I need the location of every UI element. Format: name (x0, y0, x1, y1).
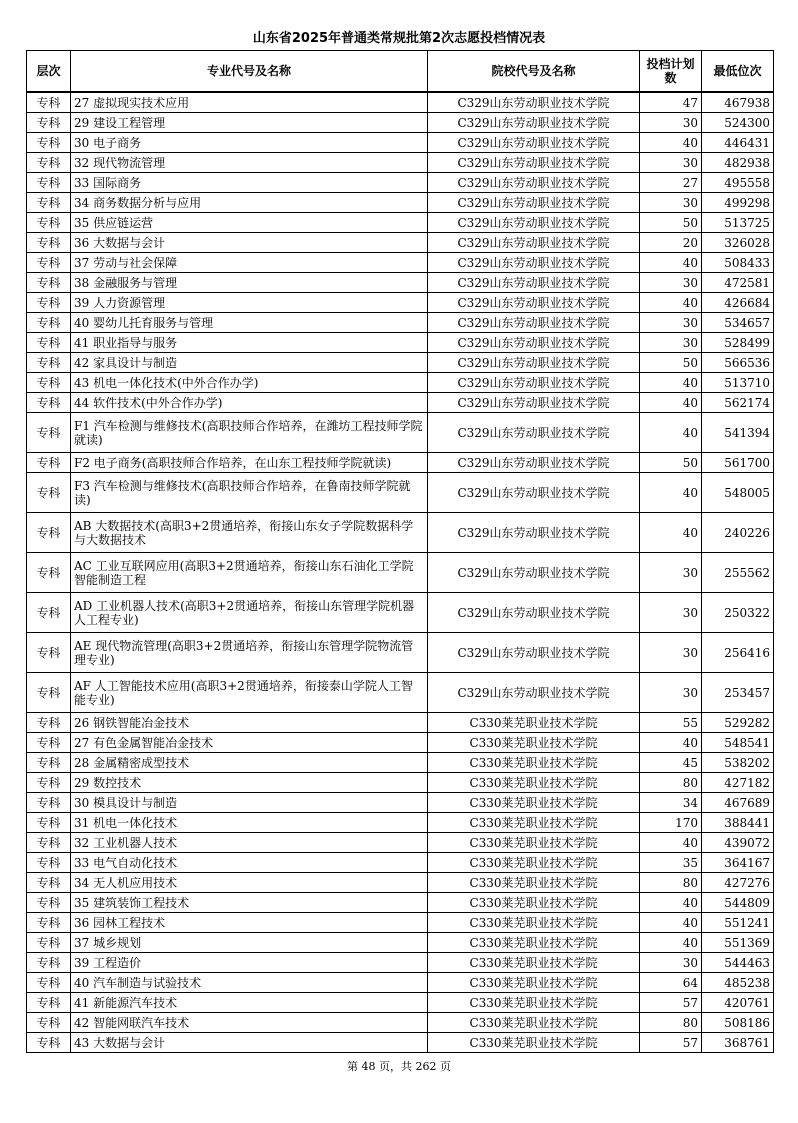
school-cell: C330莱芜职业技术学院 (428, 973, 640, 993)
school-cell: C330莱芜职业技术学院 (428, 813, 640, 833)
min-rank-cell: 446431 (702, 133, 774, 153)
header-major: 专业代号及名称 (71, 51, 428, 93)
major-cell: 29 数控技术 (71, 773, 428, 793)
level-cell: 专科 (27, 1033, 71, 1053)
plan-count-cell: 80 (640, 1013, 702, 1033)
table-row (27, 833, 774, 853)
table-row (27, 773, 774, 793)
table-row (27, 373, 774, 393)
table-row (27, 753, 774, 773)
admission-table (26, 50, 774, 1053)
table-row (27, 233, 774, 253)
level-cell: 专科 (27, 353, 71, 373)
min-rank-cell: 508433 (702, 253, 774, 273)
min-rank-cell: 426684 (702, 293, 774, 313)
table-row (27, 853, 774, 873)
table-row (27, 1013, 774, 1033)
school-cell: C330莱芜职业技术学院 (428, 713, 640, 733)
plan-count-cell: 40 (640, 513, 702, 553)
plan-count-cell: 40 (640, 733, 702, 753)
table-row (27, 353, 774, 373)
major-cell: 44 软件技术(中外合作办学) (71, 393, 428, 413)
min-rank-cell: 256416 (702, 633, 774, 673)
level-cell: 专科 (27, 1013, 71, 1033)
major-cell: 43 大数据与会计 (71, 1033, 428, 1053)
school-cell: C330莱芜职业技术学院 (428, 913, 640, 933)
level-cell: 专科 (27, 113, 71, 133)
school-cell: C330莱芜职业技术学院 (428, 833, 640, 853)
table-row (27, 92, 774, 113)
plan-count-cell: 27 (640, 173, 702, 193)
major-cell: 40 汽车制造与试验技术 (71, 973, 428, 993)
table-row (27, 393, 774, 413)
school-cell: C330莱芜职业技术学院 (428, 993, 640, 1013)
major-cell: F1 汽车检测与维修技术(高职技师合作培养，在潍坊工程技师学院就读) (71, 413, 428, 453)
major-cell: 42 智能网联汽车技术 (71, 1013, 428, 1033)
level-cell: 专科 (27, 133, 71, 153)
level-cell: 专科 (27, 953, 71, 973)
school-cell: C330莱芜职业技术学院 (428, 873, 640, 893)
plan-count-cell: 50 (640, 453, 702, 473)
plan-count-cell: 30 (640, 673, 702, 713)
plan-count-cell: 40 (640, 893, 702, 913)
level-cell: 专科 (27, 393, 71, 413)
level-cell: 专科 (27, 173, 71, 193)
plan-count-cell: 40 (640, 473, 702, 513)
level-cell: 专科 (27, 713, 71, 733)
school-cell: C329山东劳动职业技术学院 (428, 333, 640, 353)
min-rank-cell: 562174 (702, 393, 774, 413)
school-cell: C329山东劳动职业技术学院 (428, 273, 640, 293)
school-cell: C329山东劳动职业技术学院 (428, 293, 640, 313)
level-cell: 专科 (27, 313, 71, 333)
level-cell: 专科 (27, 233, 71, 253)
level-cell: 专科 (27, 933, 71, 953)
plan-count-cell: 40 (640, 913, 702, 933)
table-row (27, 973, 774, 993)
table-row (27, 253, 774, 273)
plan-count-cell: 40 (640, 373, 702, 393)
min-rank-cell: 253457 (702, 673, 774, 713)
table-row (27, 333, 774, 353)
plan-count-cell: 30 (640, 273, 702, 293)
plan-count-cell: 35 (640, 853, 702, 873)
major-cell: 43 机电一体化技术(中外合作办学) (71, 373, 428, 393)
level-cell: 专科 (27, 793, 71, 813)
plan-count-cell: 30 (640, 553, 702, 593)
level-cell: 专科 (27, 273, 71, 293)
plan-count-cell: 80 (640, 873, 702, 893)
school-cell: C329山东劳动职业技术学院 (428, 173, 640, 193)
plan-count-cell: 50 (640, 213, 702, 233)
plan-count-cell: 50 (640, 353, 702, 373)
plan-count-cell: 40 (640, 933, 702, 953)
min-rank-cell: 513710 (702, 373, 774, 393)
min-rank-cell: 427182 (702, 773, 774, 793)
level-cell: 专科 (27, 633, 71, 673)
min-rank-cell: 388441 (702, 813, 774, 833)
min-rank-cell: 467938 (702, 92, 774, 113)
school-cell: C329山东劳动职业技术学院 (428, 233, 640, 253)
major-cell: 30 电子商务 (71, 133, 428, 153)
min-rank-cell: 534657 (702, 313, 774, 333)
plan-count-cell: 170 (640, 813, 702, 833)
level-cell: 专科 (27, 513, 71, 553)
major-cell: 31 机电一体化技术 (71, 813, 428, 833)
table-row (27, 913, 774, 933)
level-cell: 专科 (27, 973, 71, 993)
major-cell: 32 现代物流管理 (71, 153, 428, 173)
min-rank-cell: 482938 (702, 153, 774, 173)
min-rank-cell: 544809 (702, 893, 774, 913)
major-cell: 35 供应链运营 (71, 213, 428, 233)
plan-count-cell: 40 (640, 393, 702, 413)
min-rank-cell: 544463 (702, 953, 774, 973)
level-cell: 专科 (27, 913, 71, 933)
major-cell: 29 建设工程管理 (71, 113, 428, 133)
school-cell: C330莱芜职业技术学院 (428, 853, 640, 873)
school-cell: C329山东劳动职业技术学院 (428, 633, 640, 673)
level-cell: 专科 (27, 813, 71, 833)
major-cell: 35 建筑装饰工程技术 (71, 893, 428, 913)
plan-count-cell: 30 (640, 593, 702, 633)
level-cell: 专科 (27, 453, 71, 473)
min-rank-cell: 548541 (702, 733, 774, 753)
major-cell: 40 婴幼儿托育服务与管理 (71, 313, 428, 333)
table-row (27, 553, 774, 593)
school-cell: C329山东劳动职业技术学院 (428, 153, 640, 173)
level-cell: 专科 (27, 833, 71, 853)
school-cell: C329山东劳动职业技术学院 (428, 92, 640, 113)
level-cell: 专科 (27, 213, 71, 233)
major-cell: 42 家具设计与制造 (71, 353, 428, 373)
major-cell: AF 人工智能技术应用(高职3+2贯通培养，衔接泰山学院人工智能专业) (71, 673, 428, 713)
major-cell: 27 虚拟现实技术应用 (71, 92, 428, 113)
table-row (27, 733, 774, 753)
min-rank-cell: 255562 (702, 553, 774, 593)
school-cell: C329山东劳动职业技术学院 (428, 213, 640, 233)
school-cell: C329山东劳动职业技术学院 (428, 353, 640, 373)
major-cell: 36 园林工程技术 (71, 913, 428, 933)
plan-count-cell: 40 (640, 413, 702, 453)
table-row (27, 113, 774, 133)
min-rank-cell: 566536 (702, 353, 774, 373)
school-cell: C329山东劳动职业技术学院 (428, 453, 640, 473)
level-cell: 专科 (27, 193, 71, 213)
major-cell: 34 商务数据分析与应用 (71, 193, 428, 213)
table-row (27, 793, 774, 813)
table-row (27, 993, 774, 1013)
min-rank-cell: 561700 (702, 453, 774, 473)
plan-count-cell: 80 (640, 773, 702, 793)
min-rank-cell: 513725 (702, 213, 774, 233)
school-cell: C330莱芜职业技术学院 (428, 753, 640, 773)
major-cell: 39 人力资源管理 (71, 293, 428, 313)
school-cell: C329山东劳动职业技术学院 (428, 593, 640, 633)
major-cell: 28 金属精密成型技术 (71, 753, 428, 773)
major-cell: 27 有色金属智能冶金技术 (71, 733, 428, 753)
level-cell: 专科 (27, 153, 71, 173)
level-cell: 专科 (27, 993, 71, 1013)
major-cell: 33 电气自动化技术 (71, 853, 428, 873)
table-row (27, 1033, 774, 1053)
level-cell: 专科 (27, 92, 71, 113)
min-rank-cell: 420761 (702, 993, 774, 1013)
min-rank-cell: 467689 (702, 793, 774, 813)
table-row (27, 933, 774, 953)
plan-count-cell: 40 (640, 293, 702, 313)
level-cell: 专科 (27, 553, 71, 593)
major-cell: 36 大数据与会计 (71, 233, 428, 253)
plan-count-cell: 40 (640, 833, 702, 853)
school-cell: C330莱芜职业技术学院 (428, 953, 640, 973)
plan-count-cell: 30 (640, 953, 702, 973)
school-cell: C330莱芜职业技术学院 (428, 733, 640, 753)
major-cell: 41 新能源汽车技术 (71, 993, 428, 1013)
min-rank-cell: 508186 (702, 1013, 774, 1033)
major-cell: F3 汽车检测与维修技术(高职技师合作培养，在鲁南技师学院就读) (71, 473, 428, 513)
min-rank-cell: 472581 (702, 273, 774, 293)
table-row (27, 953, 774, 973)
level-cell: 专科 (27, 853, 71, 873)
level-cell: 专科 (27, 893, 71, 913)
plan-count-cell: 57 (640, 993, 702, 1013)
school-cell: C330莱芜职业技术学院 (428, 1013, 640, 1033)
table-row (27, 413, 774, 453)
level-cell: 专科 (27, 413, 71, 453)
min-rank-cell: 541394 (702, 413, 774, 453)
plan-count-cell: 40 (640, 253, 702, 273)
min-rank-cell: 250322 (702, 593, 774, 633)
level-cell: 专科 (27, 253, 71, 273)
table-row (27, 453, 774, 473)
header-rank: 最低位次 (702, 51, 774, 93)
major-cell: 37 城乡规划 (71, 933, 428, 953)
major-cell: 39 工程造价 (71, 953, 428, 973)
header-school: 院校代号及名称 (428, 51, 640, 93)
plan-count-cell: 55 (640, 713, 702, 733)
min-rank-cell: 240226 (702, 513, 774, 553)
plan-count-cell: 40 (640, 133, 702, 153)
major-cell: 34 无人机应用技术 (71, 873, 428, 893)
level-cell: 专科 (27, 773, 71, 793)
page-footer: 第 48 页，共 262 页 (347, 1060, 451, 1073)
header-plan: 投档计划数 (640, 51, 702, 93)
plan-count-cell: 30 (640, 153, 702, 173)
table-row (27, 473, 774, 513)
min-rank-cell: 499298 (702, 193, 774, 213)
level-cell: 专科 (27, 373, 71, 393)
school-cell: C329山东劳动职业技术学院 (428, 313, 640, 333)
school-cell: C329山东劳动职业技术学院 (428, 193, 640, 213)
plan-count-cell: 30 (640, 313, 702, 333)
major-cell: AD 工业机器人技术(高职3+2贯通培养，衔接山东管理学院机器人工程专业) (71, 593, 428, 633)
plan-count-cell: 34 (640, 793, 702, 813)
school-cell: C330莱芜职业技术学院 (428, 793, 640, 813)
plan-count-cell: 30 (640, 193, 702, 213)
major-cell: 38 金融服务与管理 (71, 273, 428, 293)
min-rank-cell: 524300 (702, 113, 774, 133)
min-rank-cell: 439072 (702, 833, 774, 853)
min-rank-cell: 495558 (702, 173, 774, 193)
school-cell: C330莱芜职业技术学院 (428, 893, 640, 913)
table-body (27, 92, 774, 1053)
school-cell: C329山东劳动职业技术学院 (428, 253, 640, 273)
plan-count-cell: 45 (640, 753, 702, 773)
level-cell: 专科 (27, 733, 71, 753)
table-row (27, 153, 774, 173)
table-row (27, 813, 774, 833)
min-rank-cell: 538202 (702, 753, 774, 773)
min-rank-cell: 364167 (702, 853, 774, 873)
table-row (27, 593, 774, 633)
plan-count-cell: 30 (640, 113, 702, 133)
school-cell: C329山东劳动职业技术学院 (428, 373, 640, 393)
major-cell: AB 大数据技术(高职3+2贯通培养，衔接山东女子学院数据科学与大数据技术 (71, 513, 428, 553)
level-cell: 专科 (27, 753, 71, 773)
min-rank-cell: 551369 (702, 933, 774, 953)
level-cell: 专科 (27, 333, 71, 353)
table-row (27, 133, 774, 153)
min-rank-cell: 368761 (702, 1033, 774, 1053)
min-rank-cell: 548005 (702, 473, 774, 513)
min-rank-cell: 326028 (702, 233, 774, 253)
major-cell: AE 现代物流管理(高职3+2贯通培养，衔接山东管理学院物流管理专业) (71, 633, 428, 673)
min-rank-cell: 485238 (702, 973, 774, 993)
plan-count-cell: 30 (640, 333, 702, 353)
plan-count-cell: 20 (640, 233, 702, 253)
school-cell: C329山东劳动职业技术学院 (428, 393, 640, 413)
table-row (27, 893, 774, 913)
min-rank-cell: 427276 (702, 873, 774, 893)
table-row (27, 293, 774, 313)
header-level: 层次 (27, 51, 71, 93)
school-cell: C329山东劳动职业技术学院 (428, 473, 640, 513)
level-cell: 专科 (27, 473, 71, 513)
table-row (27, 713, 774, 733)
table-row (27, 873, 774, 893)
table-row (27, 173, 774, 193)
min-rank-cell: 528499 (702, 333, 774, 353)
table-row (27, 193, 774, 213)
table-row (27, 313, 774, 333)
table-row (27, 513, 774, 553)
min-rank-cell: 529282 (702, 713, 774, 733)
major-cell: 30 模具设计与制造 (71, 793, 428, 813)
table-row (27, 633, 774, 673)
level-cell: 专科 (27, 873, 71, 893)
plan-count-cell: 57 (640, 1033, 702, 1053)
major-cell: 37 劳动与社会保障 (71, 253, 428, 273)
major-cell: 32 工业机器人技术 (71, 833, 428, 853)
school-cell: C330莱芜职业技术学院 (428, 773, 640, 793)
major-cell: 41 职业指导与服务 (71, 333, 428, 353)
table-header-row (27, 51, 774, 93)
school-cell: C329山东劳动职业技术学院 (428, 513, 640, 553)
school-cell: C329山东劳动职业技术学院 (428, 113, 640, 133)
table-row (27, 273, 774, 293)
major-cell: 33 国际商务 (71, 173, 428, 193)
school-cell: C329山东劳动职业技术学院 (428, 553, 640, 593)
major-cell: AC 工业互联网应用(高职3+2贯通培养，衔接山东石油化工学院智能制造工程 (71, 553, 428, 593)
plan-count-cell: 64 (640, 973, 702, 993)
table-row (27, 673, 774, 713)
plan-count-cell: 47 (640, 92, 702, 113)
school-cell: C330莱芜职业技术学院 (428, 933, 640, 953)
level-cell: 专科 (27, 673, 71, 713)
school-cell: C329山东劳动职业技术学院 (428, 133, 640, 153)
school-cell: C330莱芜职业技术学院 (428, 1033, 640, 1053)
page-title: 山东省2025年普通类常规批第2次志愿投档情况表 (252, 31, 546, 46)
major-cell: F2 电子商务(高职技师合作培养，在山东工程技师学院就读) (71, 453, 428, 473)
min-rank-cell: 551241 (702, 913, 774, 933)
level-cell: 专科 (27, 593, 71, 633)
school-cell: C329山东劳动职业技术学院 (428, 673, 640, 713)
plan-count-cell: 30 (640, 633, 702, 673)
table-row (27, 213, 774, 233)
major-cell: 26 钢铁智能冶金技术 (71, 713, 428, 733)
level-cell: 专科 (27, 293, 71, 313)
school-cell: C329山东劳动职业技术学院 (428, 413, 640, 453)
